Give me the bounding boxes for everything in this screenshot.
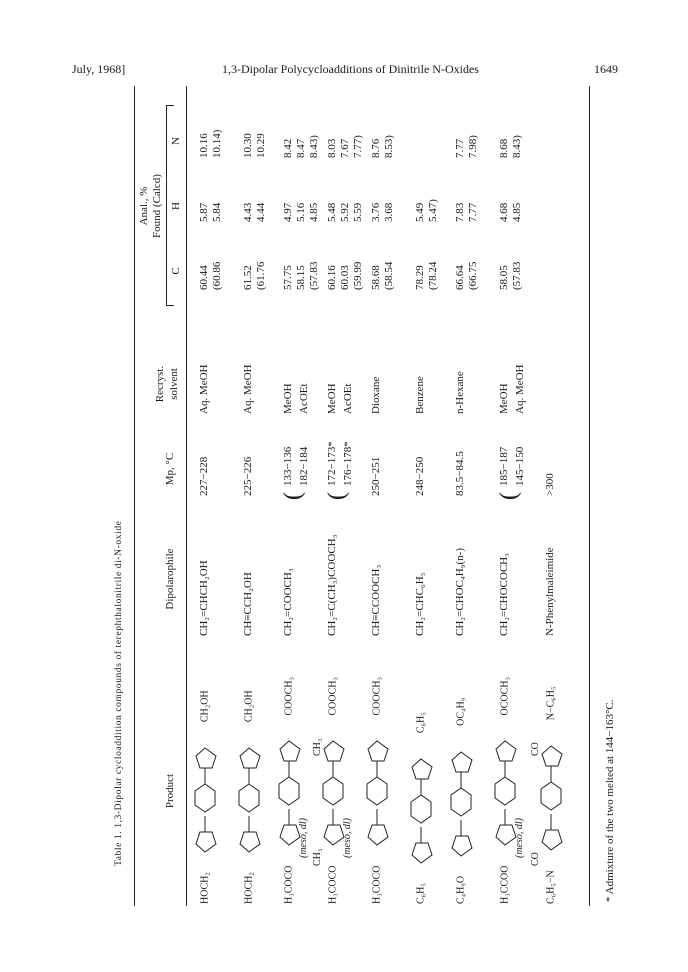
table-bottom-rule: [589, 86, 590, 906]
dipolarophile-cell: CH₂=CHCH₂OH: [198, 560, 210, 636]
anal-h-value: 7.83: [454, 202, 466, 222]
product-right-group: COOCH₃: [327, 677, 339, 716]
dipolarophile-cell: CH≡CCH₂OH: [242, 572, 254, 636]
anal-h-value: 5.48: [326, 202, 338, 222]
product-isomer-note: (meso, dl): [298, 818, 309, 858]
solvent-value: MeOH: [282, 383, 294, 414]
anal-c-value: (66.75: [467, 261, 479, 290]
product-left-group: HOCH₂: [199, 872, 211, 904]
product-left-group: H₃CCOO: [499, 865, 511, 904]
page-number: 1649: [594, 62, 618, 76]
product-isomer-note: (meso, dl): [514, 818, 525, 858]
anal-c-value: (57.83: [511, 261, 523, 290]
anal-c-value: (59.99: [352, 261, 364, 290]
mp-brace: (: [496, 492, 522, 500]
anal-n-value: 8.76: [370, 138, 382, 158]
anal-h-value: 5.87: [198, 202, 210, 222]
anal-n-value: 7.67: [339, 138, 351, 158]
dipolarophile-cell: CH≡CCOOCH₃: [370, 564, 382, 636]
dipolarophile-cell: CH₂=CHOC₄H₉(n-): [454, 548, 466, 636]
solvent-value: Aq. MeOH: [198, 364, 210, 414]
anal-n-value: 8.43): [511, 135, 523, 158]
product-structure: [320, 677, 346, 904]
mp-value: 185−187: [498, 446, 510, 486]
product-core: [199, 722, 210, 872]
mp-value: 227−228: [198, 456, 210, 496]
product-structure: [492, 677, 518, 904]
anal-c-value: 60.44: [198, 265, 210, 290]
bis-isoxazoline-structure-icon: [236, 722, 262, 872]
col-header-solvent-1: Recryst.: [154, 365, 166, 403]
anal-h-value: 4.97: [282, 202, 294, 222]
rotated-table-region: [104, 86, 628, 906]
anal-c-value: 60.03: [339, 265, 351, 290]
mp-value: 182−184: [297, 446, 310, 486]
mp-value: 250−251: [370, 456, 382, 496]
anal-h-value: 7.77: [467, 202, 479, 222]
anal-c-value: 58.15: [295, 265, 307, 290]
anal-span-tick-right: [166, 105, 174, 106]
anal-h-value: 5.47): [427, 199, 439, 222]
anal-n-value: 8.53): [383, 135, 395, 158]
dipolarophile-cell: CH₂=CHOCOCH₃: [498, 553, 510, 636]
bis-isoxazoline-structure-icon: [538, 720, 564, 870]
running-header-title: 1,3-Dipolar Polycycloadditions of Dinitrile N-Oxides: [222, 62, 479, 76]
product-left-group: HOCH₂: [243, 872, 255, 904]
table-stage: [104, 86, 628, 906]
product-structure: [538, 687, 564, 904]
product-right-group: OC₄H₉: [455, 697, 467, 726]
product-isomer-note: (meso, dl): [342, 818, 353, 858]
product-left-group: C₆H₅−N: [545, 870, 557, 904]
product-right-group: OCOCH₃: [499, 677, 511, 716]
anal-n-value: 8.68: [498, 138, 510, 158]
mp-value: 248−250: [414, 456, 426, 496]
product-right-group: COOCH₃: [283, 677, 295, 716]
anal-h-value: 5.84: [211, 202, 223, 222]
anal-n-value: 7.98): [467, 135, 479, 158]
running-header-date: July, 1968]: [72, 62, 126, 76]
anal-h-value: 5.59: [352, 202, 364, 222]
dipolarophile-cell: CH₂=CHC₆H₅: [414, 572, 426, 636]
solvent-value: Benzene: [414, 376, 426, 414]
anal-n-value: 7.77): [352, 135, 364, 158]
product-core: [545, 720, 556, 870]
product-left-group: C₆H₅: [415, 883, 427, 904]
solvent-value: Aq. MeOH: [242, 364, 254, 414]
product-core: [371, 716, 382, 866]
col-header-anal-1: Anal., %: [138, 186, 150, 226]
mp-value: 225−226: [242, 456, 254, 496]
mp-value: 133−136: [282, 446, 294, 486]
product-left-group: C₄H₉O: [455, 875, 467, 904]
anal-span-rule: [166, 106, 167, 306]
anal-n-value: 10.30: [242, 133, 254, 158]
product-core: [327, 716, 338, 866]
anal-c-value: 58.05: [498, 265, 510, 290]
col-header-mp: Mp, °C: [164, 452, 176, 486]
anal-h-value: 5.49: [414, 202, 426, 222]
anal-h-value: 4.85: [308, 202, 320, 222]
anal-n-value: 8.03: [326, 138, 338, 158]
bis-isoxazoline-structure-icon: [364, 716, 390, 866]
anal-n-value: 8.43): [308, 135, 320, 158]
bis-isoxazoline-structure-icon: [408, 733, 434, 883]
mp-value: 83.5−84.5: [454, 451, 466, 496]
product-core: [455, 726, 466, 876]
bis-isoxazoline-structure-icon: [448, 726, 474, 876]
col-header-anal-2: Found (Calcd): [151, 174, 163, 238]
product-core: [283, 716, 294, 866]
product-substituent-right: CH₃: [312, 738, 323, 756]
anal-n-value: 10.29: [255, 133, 267, 158]
dipolarophile-cell: CH₂=COOCH₃: [282, 568, 294, 636]
col-header-h: H: [170, 202, 182, 210]
product-core: [415, 733, 426, 883]
anal-n-value: 10.16: [198, 133, 210, 158]
product-right-group: CH₂OH: [243, 690, 255, 723]
solvent-value: Aq. MeOH: [513, 364, 526, 414]
product-structure: [192, 690, 218, 904]
col-header-dipolarophile: Dipolarophile: [164, 548, 176, 610]
anal-c-value: (57.83: [308, 261, 320, 290]
anal-h-value: 4.44: [255, 202, 267, 222]
anal-c-value: (60.86: [211, 261, 223, 290]
product-right-group: CH₂OH: [199, 690, 211, 723]
anal-h-value: 3.76: [370, 202, 382, 222]
col-header-n: N: [170, 137, 182, 145]
table-footnote: * Admixture of the two melted at 144−163°C.: [604, 699, 616, 902]
anal-h-value: 5.92: [339, 202, 351, 222]
anal-h-value: 4.68: [498, 202, 510, 222]
product-substituent-right: CO: [530, 742, 541, 756]
table-top-rule: [134, 86, 135, 906]
col-header-solvent-2: solvent: [168, 368, 180, 400]
anal-n-value: 8.42: [282, 138, 294, 158]
product-core: [499, 716, 510, 866]
mp-value: 145−150: [513, 446, 526, 486]
anal-h-value: 4.85: [511, 202, 523, 222]
product-structure: [448, 698, 474, 904]
anal-c-value: (78.24: [427, 261, 439, 290]
anal-h-value: 3.68: [383, 202, 395, 222]
anal-c-value: 57.75: [282, 265, 294, 290]
product-structure: [236, 690, 262, 904]
dipolarophile-cell: CH₂=C(CH₃)COOCH₃: [326, 534, 338, 636]
product-structure: [408, 712, 434, 904]
product-structure: [364, 677, 390, 904]
solvent-value: n-Hexane: [454, 371, 466, 414]
anal-n-value: 10.14): [211, 129, 223, 158]
solvent-value: AcOEt: [341, 383, 354, 414]
anal-n-value: 8.47: [295, 138, 307, 158]
solvent-value: MeOH: [498, 383, 510, 414]
col-header-product: Product: [164, 773, 176, 809]
col-header-c: C: [170, 267, 182, 275]
mp-value: 172−173*: [326, 441, 338, 486]
product-right-group: COOCH₃: [371, 677, 383, 716]
product-substituent-left: CH₃: [312, 848, 323, 866]
product-left-group: H₃COCO: [283, 865, 295, 904]
product-structure: [276, 677, 302, 904]
mp-value: >300: [544, 473, 556, 496]
anal-c-value: 78.29: [414, 265, 426, 290]
solvent-value: Dioxane: [370, 376, 382, 414]
solvent-value: MeOH: [326, 383, 338, 414]
anal-c-value: 58.68: [370, 265, 382, 290]
mp-brace: (: [324, 492, 350, 500]
mp-value: 176−178*: [341, 441, 354, 486]
anal-c-value: 60.16: [326, 265, 338, 290]
table-caption: Table 1. 1,3-Dipolar cycloaddition compounds of terephthalonitrile di-N-oxide: [114, 520, 124, 866]
anal-c-value: 66.64: [454, 265, 466, 290]
product-substituent-left: CO: [530, 852, 541, 866]
anal-c-value: (58.54: [383, 261, 395, 290]
mp-brace: (: [280, 492, 306, 500]
anal-h-value: 4.43: [242, 202, 254, 222]
table-header-rule: [186, 86, 187, 906]
anal-c-value: (61.76: [255, 261, 267, 290]
anal-n-value: 7.77: [454, 138, 466, 158]
anal-span-tick-left: [166, 305, 174, 306]
dipolarophile-cell: N-Phenylmaleimide: [544, 547, 556, 636]
bis-isoxazoline-structure-icon: [192, 722, 218, 872]
product-right-group: N−C₆H₅: [545, 686, 557, 721]
product-core: [243, 722, 254, 872]
solvent-value: AcOEt: [297, 383, 310, 414]
product-right-group: C₆H₅: [415, 712, 427, 734]
anal-h-value: 5.16: [295, 202, 307, 222]
product-left-group: H₃COCO: [327, 865, 339, 904]
product-left-group: H₃COCO: [371, 865, 383, 904]
anal-c-value: 61.52: [242, 265, 254, 290]
